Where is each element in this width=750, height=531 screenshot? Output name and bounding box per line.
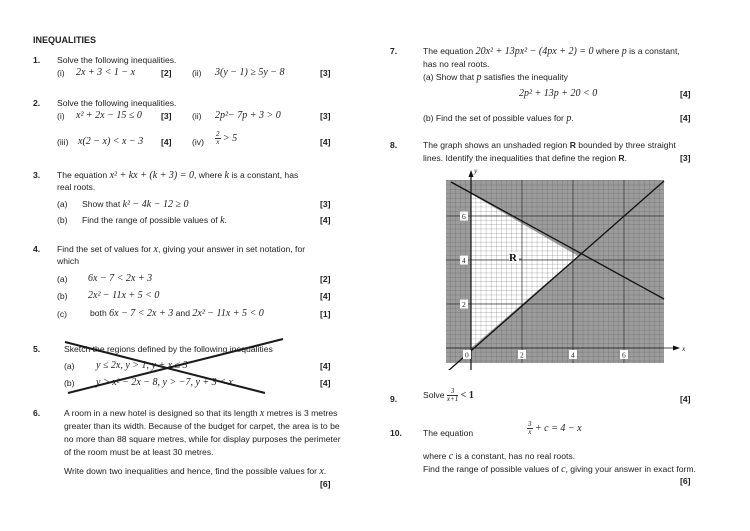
q5-number: 5. bbox=[33, 344, 41, 354]
q6-line5: Write down two inequalities and hence, find the possible values for x. bbox=[64, 466, 327, 477]
svg-text:2: 2 bbox=[462, 300, 466, 309]
x-axis-arrow-icon bbox=[673, 346, 680, 351]
q4-c-mark: [1] bbox=[320, 309, 331, 319]
minor-grid bbox=[446, 180, 664, 363]
q1-stem: Solve the following inequalities. bbox=[57, 55, 177, 65]
svg-text:4: 4 bbox=[571, 350, 575, 360]
q1-ii-mark: [3] bbox=[320, 68, 331, 78]
q7-number: 7. bbox=[390, 46, 398, 56]
q2-ii-label: (ii) bbox=[192, 111, 202, 121]
q9-mark: [4] bbox=[680, 394, 691, 404]
q3-a-mark: [3] bbox=[320, 199, 331, 209]
q1-ii-label: (ii) bbox=[192, 68, 202, 78]
q7-a-text: (a) Show that p satisfies the inequality bbox=[423, 72, 568, 83]
q6-mark: [6] bbox=[320, 479, 331, 489]
q5-a-label: (a) bbox=[64, 361, 75, 371]
q6-number: 6. bbox=[33, 408, 41, 418]
q6-line2: greater than its width. Because of the budget for carpet, the area is to be bbox=[64, 421, 340, 431]
q2-ii-mark: [3] bbox=[320, 111, 331, 121]
q4-c-expr: both 6x − 7 < 2x + 3 and 2x² − 11x + 5 < 0 bbox=[90, 308, 264, 319]
q3-b-label: (b) bbox=[57, 215, 68, 225]
q2-i-label: (i) bbox=[57, 111, 65, 121]
q4-b-expr: 2x² − 11x + 5 < 0 bbox=[88, 290, 160, 301]
q2-i-mark: [3] bbox=[161, 111, 172, 121]
q5-stem: Sketch the regions defined by the following inequalities bbox=[64, 344, 273, 354]
q5-b-label: (b) bbox=[64, 378, 75, 388]
svg-text:4: 4 bbox=[462, 256, 466, 265]
page-title: INEQUALITIES bbox=[33, 35, 97, 45]
q2-iv-label: (iv) bbox=[192, 137, 204, 147]
q2-ii-expr: 2p²− 7p + 3 > 0 bbox=[215, 110, 281, 121]
q4-c-label: (c) bbox=[57, 309, 68, 319]
q4-stem-line2: which bbox=[57, 256, 79, 266]
q3-b-mark: [4] bbox=[320, 215, 331, 225]
region-label-r: R bbox=[509, 252, 517, 264]
q10-fraction: $\frac{3}{x}$ bbox=[528, 420, 532, 436]
q1-i-mark: [2] bbox=[161, 68, 172, 78]
svg-text:y: y bbox=[474, 166, 478, 175]
q6-line1: A room in a new hotel is designed so that its length x metres is 3 metres bbox=[64, 408, 338, 419]
q10-text: The equation bbox=[423, 428, 474, 438]
svg-text:6: 6 bbox=[622, 350, 626, 360]
q4-b-label: (b) bbox=[57, 291, 68, 301]
q2-iv-expr: $\frac{2}{x}$ > 5 bbox=[216, 130, 238, 146]
q6-line4: of the room must be at least 30 metres. bbox=[64, 447, 214, 457]
q5-a-expr: y ≤ 2x, y > 1, y + x ≤ 3 bbox=[96, 360, 188, 371]
q9-number: 9. bbox=[390, 394, 398, 404]
q10-mark: [6] bbox=[680, 476, 691, 486]
region-graph bbox=[440, 165, 690, 370]
q2-iii-label: (iii) bbox=[57, 137, 69, 147]
q7-stem-line2: has no real roots. bbox=[423, 59, 490, 69]
q4-stem: Find the set of values for x, giving your answer in set notation, for bbox=[57, 244, 306, 255]
q3-stem: The equation x² + kx + (k + 3) = 0, where k is a constant, has bbox=[57, 170, 299, 181]
q10-number: 10. bbox=[390, 428, 402, 438]
q1-i-label: (i) bbox=[57, 68, 65, 78]
q3-a-label: (a) bbox=[57, 199, 68, 209]
q2-iii-expr: x(2 − x) < x − 3 bbox=[78, 136, 144, 147]
q1-ii-expr: 3(y − 1) ≥ 5y − 8 bbox=[215, 67, 285, 78]
svg-text:2: 2 bbox=[520, 350, 524, 360]
q9-expr: Solve $\frac{3}{x+1}$ < 1 bbox=[423, 387, 474, 403]
q2-iv-mark: [4] bbox=[320, 137, 331, 147]
q2-i-expr: x² + 2x − 15 ≤ 0 bbox=[76, 110, 142, 121]
q4-number: 4. bbox=[33, 244, 41, 254]
q5-b-mark: [4] bbox=[320, 378, 331, 388]
q10-line3: Find the range of possible values of c, giving your answer in exact form. bbox=[423, 464, 696, 475]
q2-stem: Solve the following inequalities. bbox=[57, 98, 177, 108]
y-axis-arrow-icon bbox=[469, 170, 474, 177]
q8-line2: lines. Identify the inequalities that define the region R. bbox=[423, 153, 628, 163]
q7-b-mark: [4] bbox=[680, 113, 691, 123]
q4-a-label: (a) bbox=[57, 274, 68, 284]
q5-a-mark: [4] bbox=[320, 361, 331, 371]
q5-b-expr: y > x² − 2x − 8, y > −7, y + 3 < x bbox=[96, 377, 233, 388]
q3-a-text: Show that k² − 4k − 12 ≥ 0 bbox=[82, 199, 189, 210]
svg-text:x: x bbox=[682, 344, 686, 353]
q7-b-text: (b) Find the set of possible values for p. bbox=[423, 113, 574, 124]
q6-line3: no more than 88 square metres, while for display purposes the perimeter bbox=[64, 434, 341, 444]
q4-a-expr: 6x − 7 < 2x + 3 bbox=[88, 273, 153, 284]
q10-expr: $\frac{3}{x}$ + c = 4 − x bbox=[528, 420, 582, 436]
q2-iv-fraction: $\frac{2}{x}$ bbox=[216, 130, 220, 146]
q8-line1: The graph shows an unshaded region R bounded by three straight bbox=[423, 140, 676, 150]
q7-a-mark: [4] bbox=[680, 89, 691, 99]
q2-number: 2. bbox=[33, 98, 41, 108]
q2-iii-mark: [4] bbox=[161, 137, 172, 147]
q4-b-mark: [4] bbox=[320, 291, 331, 301]
q1-number: 1. bbox=[33, 55, 41, 65]
svg-text:0: 0 bbox=[465, 350, 469, 360]
q1-i-expr: 2x + 3 < 1 − x bbox=[76, 67, 136, 78]
q9-fraction: $\frac{3}{x+1}$ bbox=[446, 387, 459, 403]
q3-stem-line2: real roots. bbox=[57, 182, 96, 192]
q3-number: 3. bbox=[33, 170, 41, 180]
q7-stem: The equation 20x² + 13px² − (4px + 2) = 0 where p is a constant, bbox=[423, 46, 680, 57]
svg-text:6: 6 bbox=[462, 212, 466, 221]
q8-mark: [3] bbox=[680, 153, 691, 163]
q7-a-expr: 2p² + 13p + 20 < 0 bbox=[519, 88, 598, 99]
q10-line2: where c is a constant, has no real roots. bbox=[423, 451, 576, 462]
q3-b-text: Find the range of possible values of k. bbox=[82, 215, 227, 226]
q8-number: 8. bbox=[390, 140, 398, 150]
q4-a-mark: [2] bbox=[320, 274, 331, 284]
